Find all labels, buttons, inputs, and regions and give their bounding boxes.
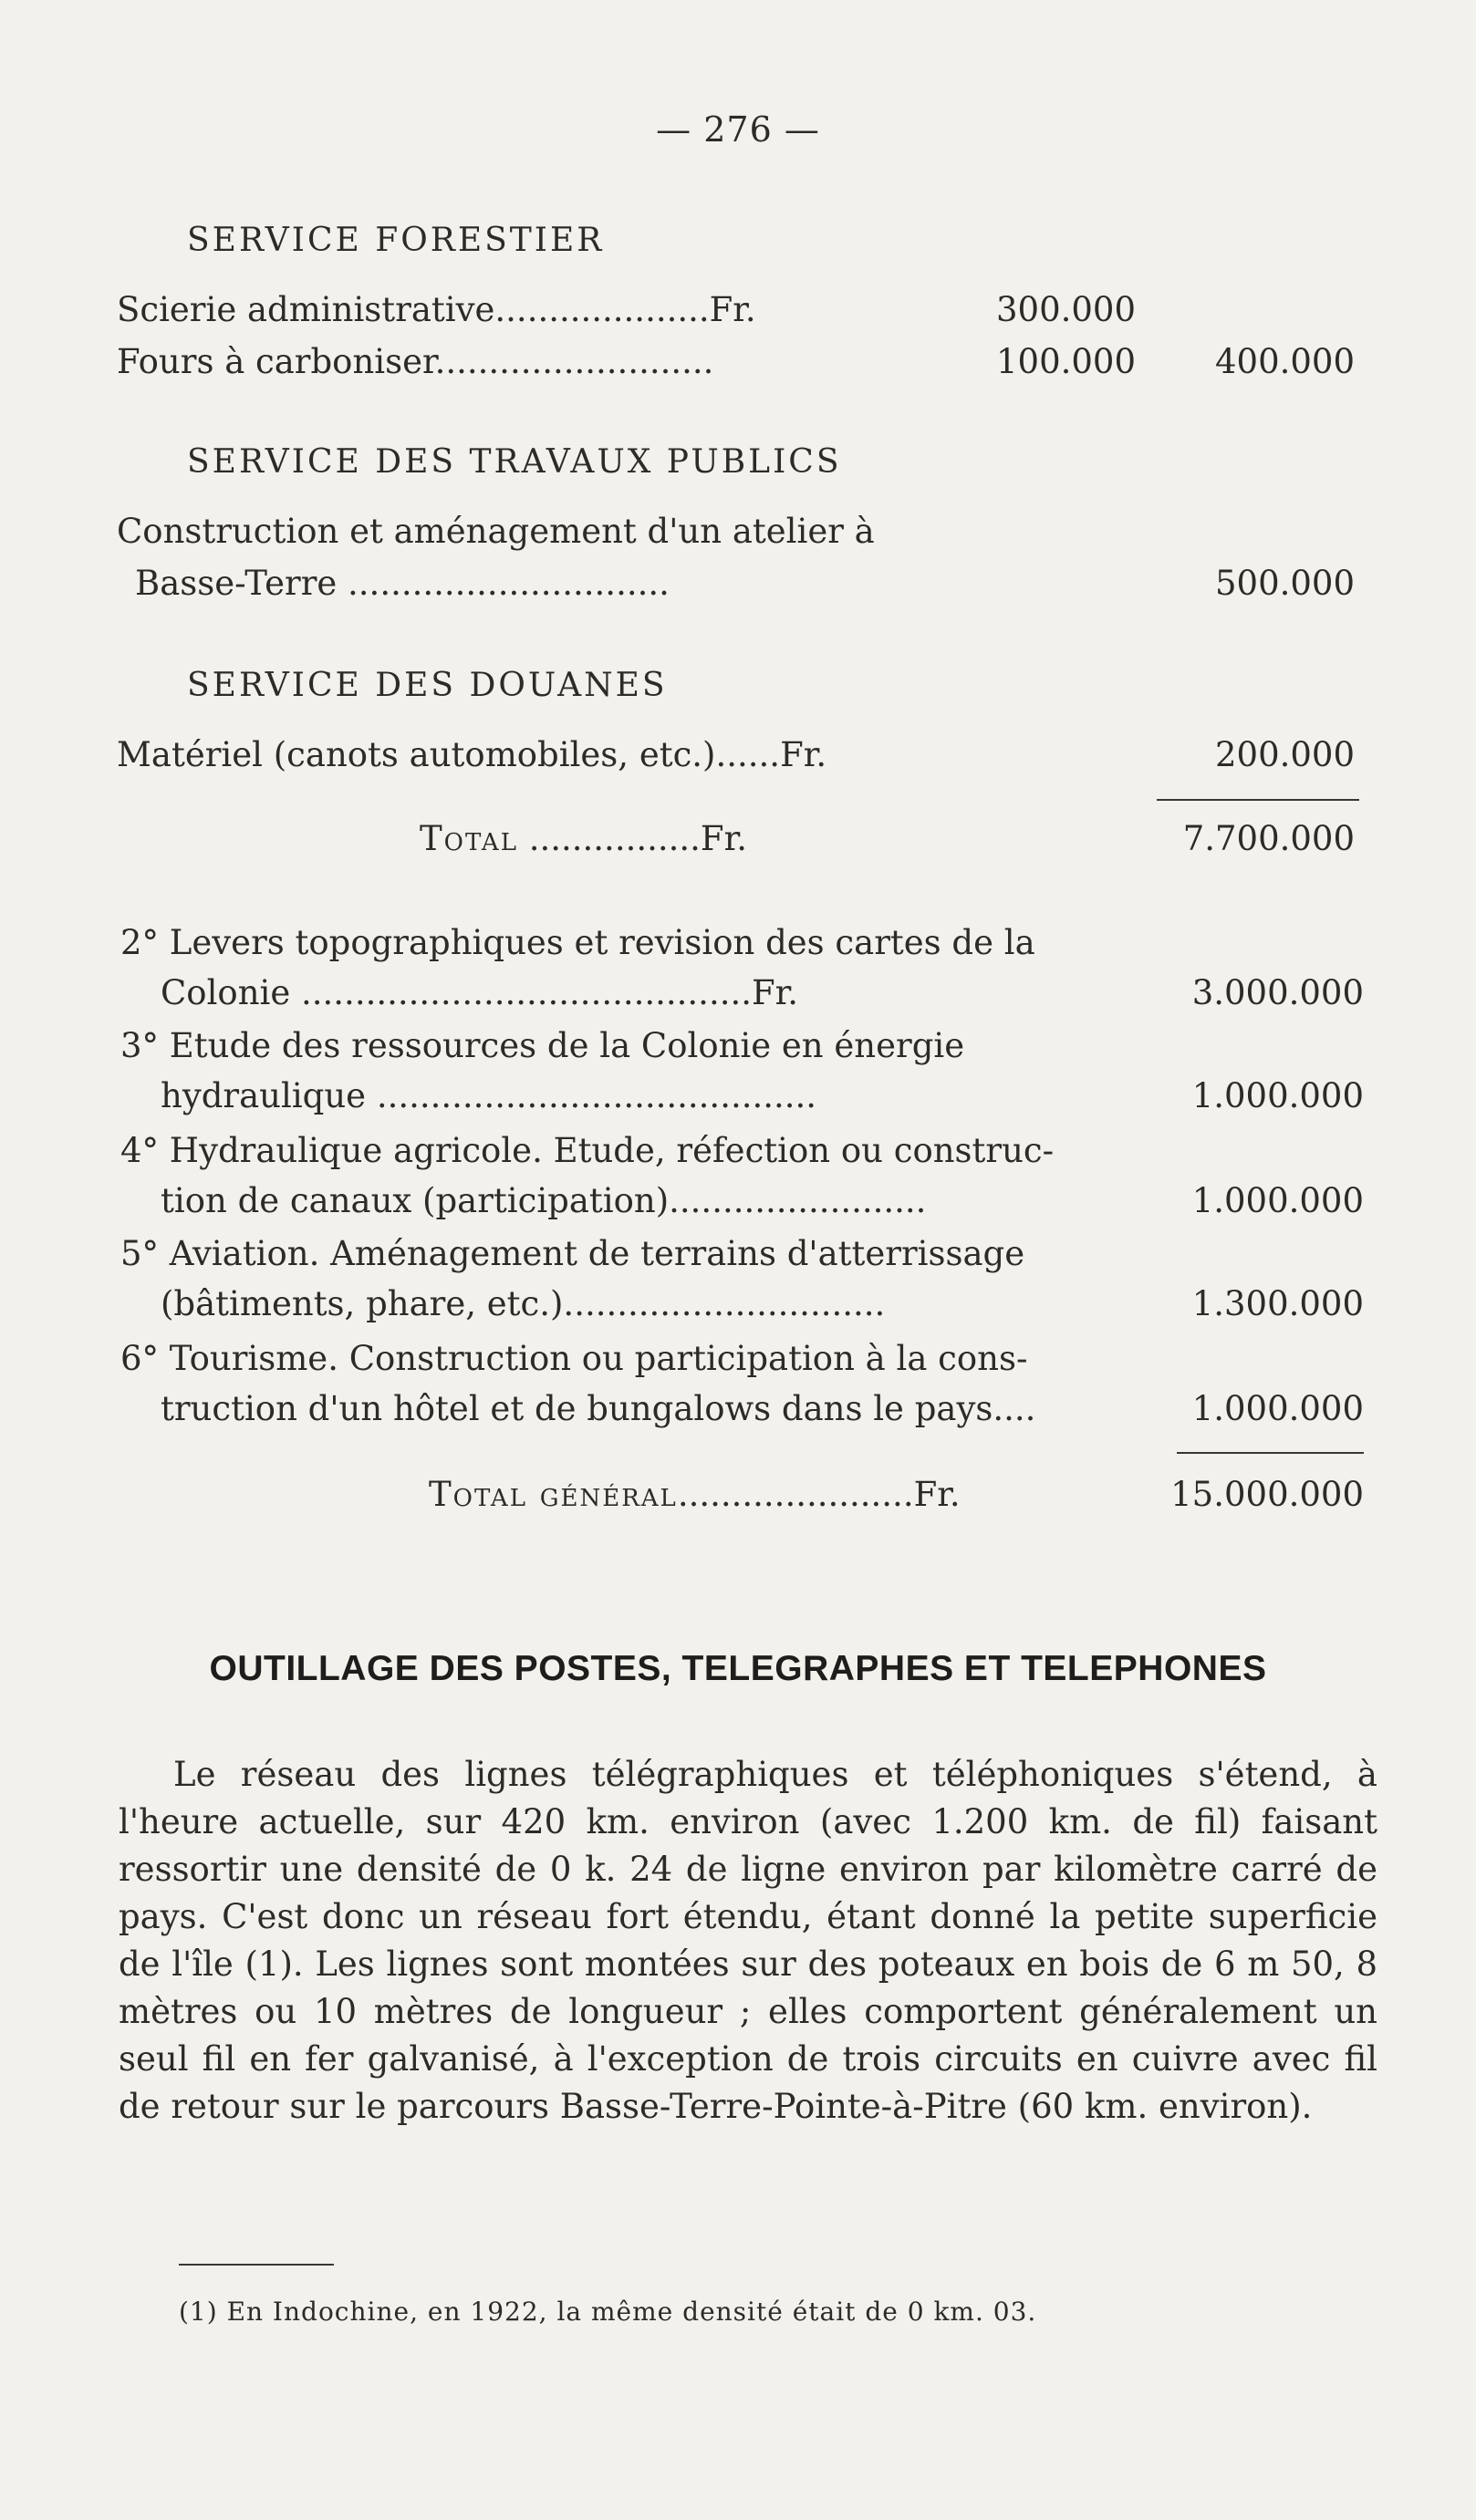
item-value: 3.000.000 [1191,973,1364,1012]
item-value: 1.000.000 [1191,1181,1364,1220]
grand-total-row [429,1475,961,1514]
item-line1: 4° Hydraulique agricole. Etude, réfection ou construc- [120,1131,1055,1170]
section-title-travaux-publics: SERVICE DES TRAVAUX PUBLICS [187,443,842,481]
item-line1: 2° Levers topographiques et revision des cartes de la [120,923,1035,962]
grand-total-dots: ......................Fr. [677,1475,961,1514]
item-line2: hydraulique ......................................... [161,1076,817,1115]
item-line1: 3° Etude des ressources de la Colonie en énergie [120,1026,965,1065]
section-title-douanes: SERVICE DES DOUANES [187,667,668,704]
subtotal-row [420,819,747,858]
rule [1177,1452,1364,1454]
section-title-forestier: SERVICE FORESTIER [187,222,605,259]
rule [1157,799,1359,801]
row-amount: 300.000 [995,290,1136,329]
footnote: (1) En Indochine, en 1922, la même densité était de 0 km. 03. [179,2297,1037,2327]
subtotal-label: Total [420,819,518,858]
item-value: 1.300.000 [1191,1284,1364,1323]
row-label: Matériel (canots automobiles, etc.)......Fr. [117,735,827,774]
subtotal-value: 7.700.000 [1182,819,1355,858]
item-line2: tion de canaux (participation)........................ [161,1181,927,1220]
row-label: Basse-Terre .............................. [135,564,670,603]
subtotal-dots: ................Fr. [517,819,747,858]
row-amount: 100.000 [995,342,1136,381]
row-total: 500.000 [1214,564,1355,603]
body-paragraph: Le réseau des lignes télégraphiques et téléphoniques s'étend, à l'heure actuelle, sur 420 km. environ (avec 1.200 km. de fil) faisant ressortir une densité de 0 k. 24 de ligne environ par kilomètre carré de pays. C'est donc un réseau fort étendu, étant donné la petite superficie de l'île (1). Les lignes sont montées sur des poteaux en bois de 6 m 50, 8 mètres ou 10 mètres de longueur ; elles comportent généralement un seul fil en fer galvanisé, à l'exception de trois circuits en cuivre avec fil de retour sur le parcours Basse-Terre-Pointe-à-Pitre (60 km. environ). [119,1755,1377,2126]
row-label: Construction et aménagement d'un atelier à [117,512,875,551]
section-heading: OUTILLAGE DES POSTES, TELEGRAPHES ET TELEPHONES [209,1649,1267,1688]
item-value: 1.000.000 [1191,1389,1364,1428]
row-label: Fours à carboniser.......................... [117,342,714,381]
item-line2: Colonie ..........................................Fr. [161,973,799,1012]
item-line2: (bâtiments, phare, etc.).............................. [161,1284,886,1323]
grand-total-label: Total général [429,1475,678,1514]
item-line1: 6° Tourisme. Construction ou participation à la cons- [120,1339,1028,1378]
item-value: 1.000.000 [1191,1076,1364,1115]
item-line2: truction d'un hôtel et de bungalows dans le pays.... [161,1389,1036,1428]
page-number: — 276 — [656,109,820,150]
footnote-rule [179,2264,334,2266]
grand-total-value: 15.000.000 [1170,1475,1364,1514]
row-total: 200.000 [1214,735,1355,774]
row-label: Scierie administrative....................Fr. [117,290,756,329]
row-total: 400.000 [1214,342,1355,381]
item-line1: 5° Aviation. Aménagement de terrains d'atterrissage [120,1234,1025,1273]
